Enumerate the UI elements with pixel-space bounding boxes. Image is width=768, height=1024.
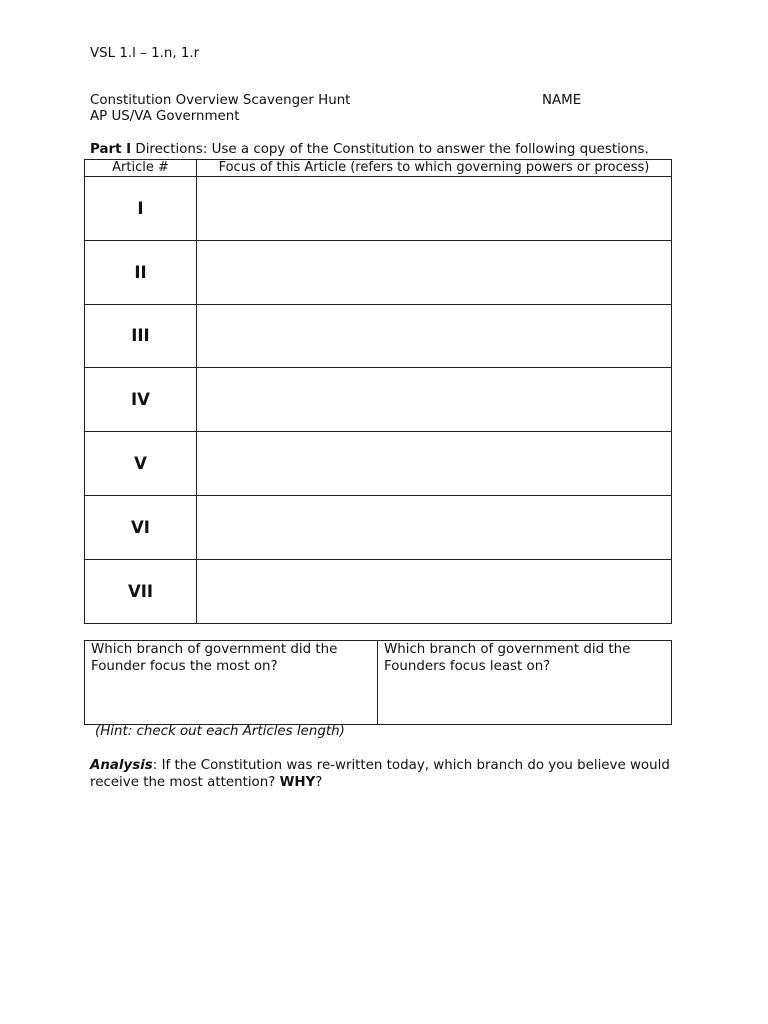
branch-least-focus-cell[interactable]: [378, 641, 672, 725]
analysis-label: Analysis: [90, 758, 153, 773]
article-number: V: [85, 432, 197, 496]
article-focus-answer[interactable]: [197, 559, 672, 623]
why-label: WHY: [279, 774, 316, 790]
hint-text: (Hint: check out each Articles length): [95, 724, 345, 739]
name-label: NAME: [542, 93, 582, 108]
article-row: [85, 559, 672, 623]
article-focus-answer[interactable]: [197, 432, 672, 496]
article-number: IV: [85, 368, 197, 432]
article-focus-answer[interactable]: [197, 495, 672, 559]
article-row: [85, 368, 672, 432]
article-number: III: [85, 304, 197, 368]
branch-focus-table: [84, 640, 672, 725]
part1-directions-text: Directions: Use a copy of the Constitution to answer the following questions.: [131, 142, 649, 157]
worksheet-title: Constitution Overview Scavenger Hunt: [90, 93, 351, 108]
article-focus-header: Focus of this Article (refers to which governing powers or process): [197, 160, 672, 177]
article-number: VII: [85, 559, 197, 623]
article-row: [85, 432, 672, 496]
article-number: II: [85, 240, 197, 304]
branch-focus-row: [85, 641, 672, 725]
analysis-end: ?: [315, 774, 323, 790]
standard-code: VSL 1.l – 1.n, 1.r: [90, 46, 200, 61]
articles-header-row: [85, 160, 672, 177]
branch-most-question: Which branch of government did the Founder focus the most on?: [91, 642, 338, 674]
part1-directions: [90, 142, 649, 158]
article-focus-answer[interactable]: [197, 177, 672, 241]
article-focus-answer[interactable]: [197, 368, 672, 432]
article-number: VI: [85, 495, 197, 559]
article-row: [85, 304, 672, 368]
article-focus-answer[interactable]: [197, 304, 672, 368]
analysis-text: : If the Constitution was re-written today, which branch do you believe would receive the most attention?: [90, 758, 670, 790]
article-row: [85, 240, 672, 304]
article-number: I: [85, 177, 197, 241]
articles-table: [84, 159, 672, 624]
part1-label: Part I: [90, 142, 132, 157]
branch-most-focus-cell[interactable]: [85, 641, 378, 725]
course-name: AP US/VA Government: [90, 109, 240, 124]
branch-least-question: Which branch of government did the Founders focus least on?: [384, 642, 631, 674]
article-row: [85, 495, 672, 559]
article-row: [85, 177, 672, 241]
analysis-question: [90, 758, 670, 791]
article-focus-answer[interactable]: [197, 240, 672, 304]
article-number-header: Article #: [85, 160, 197, 177]
